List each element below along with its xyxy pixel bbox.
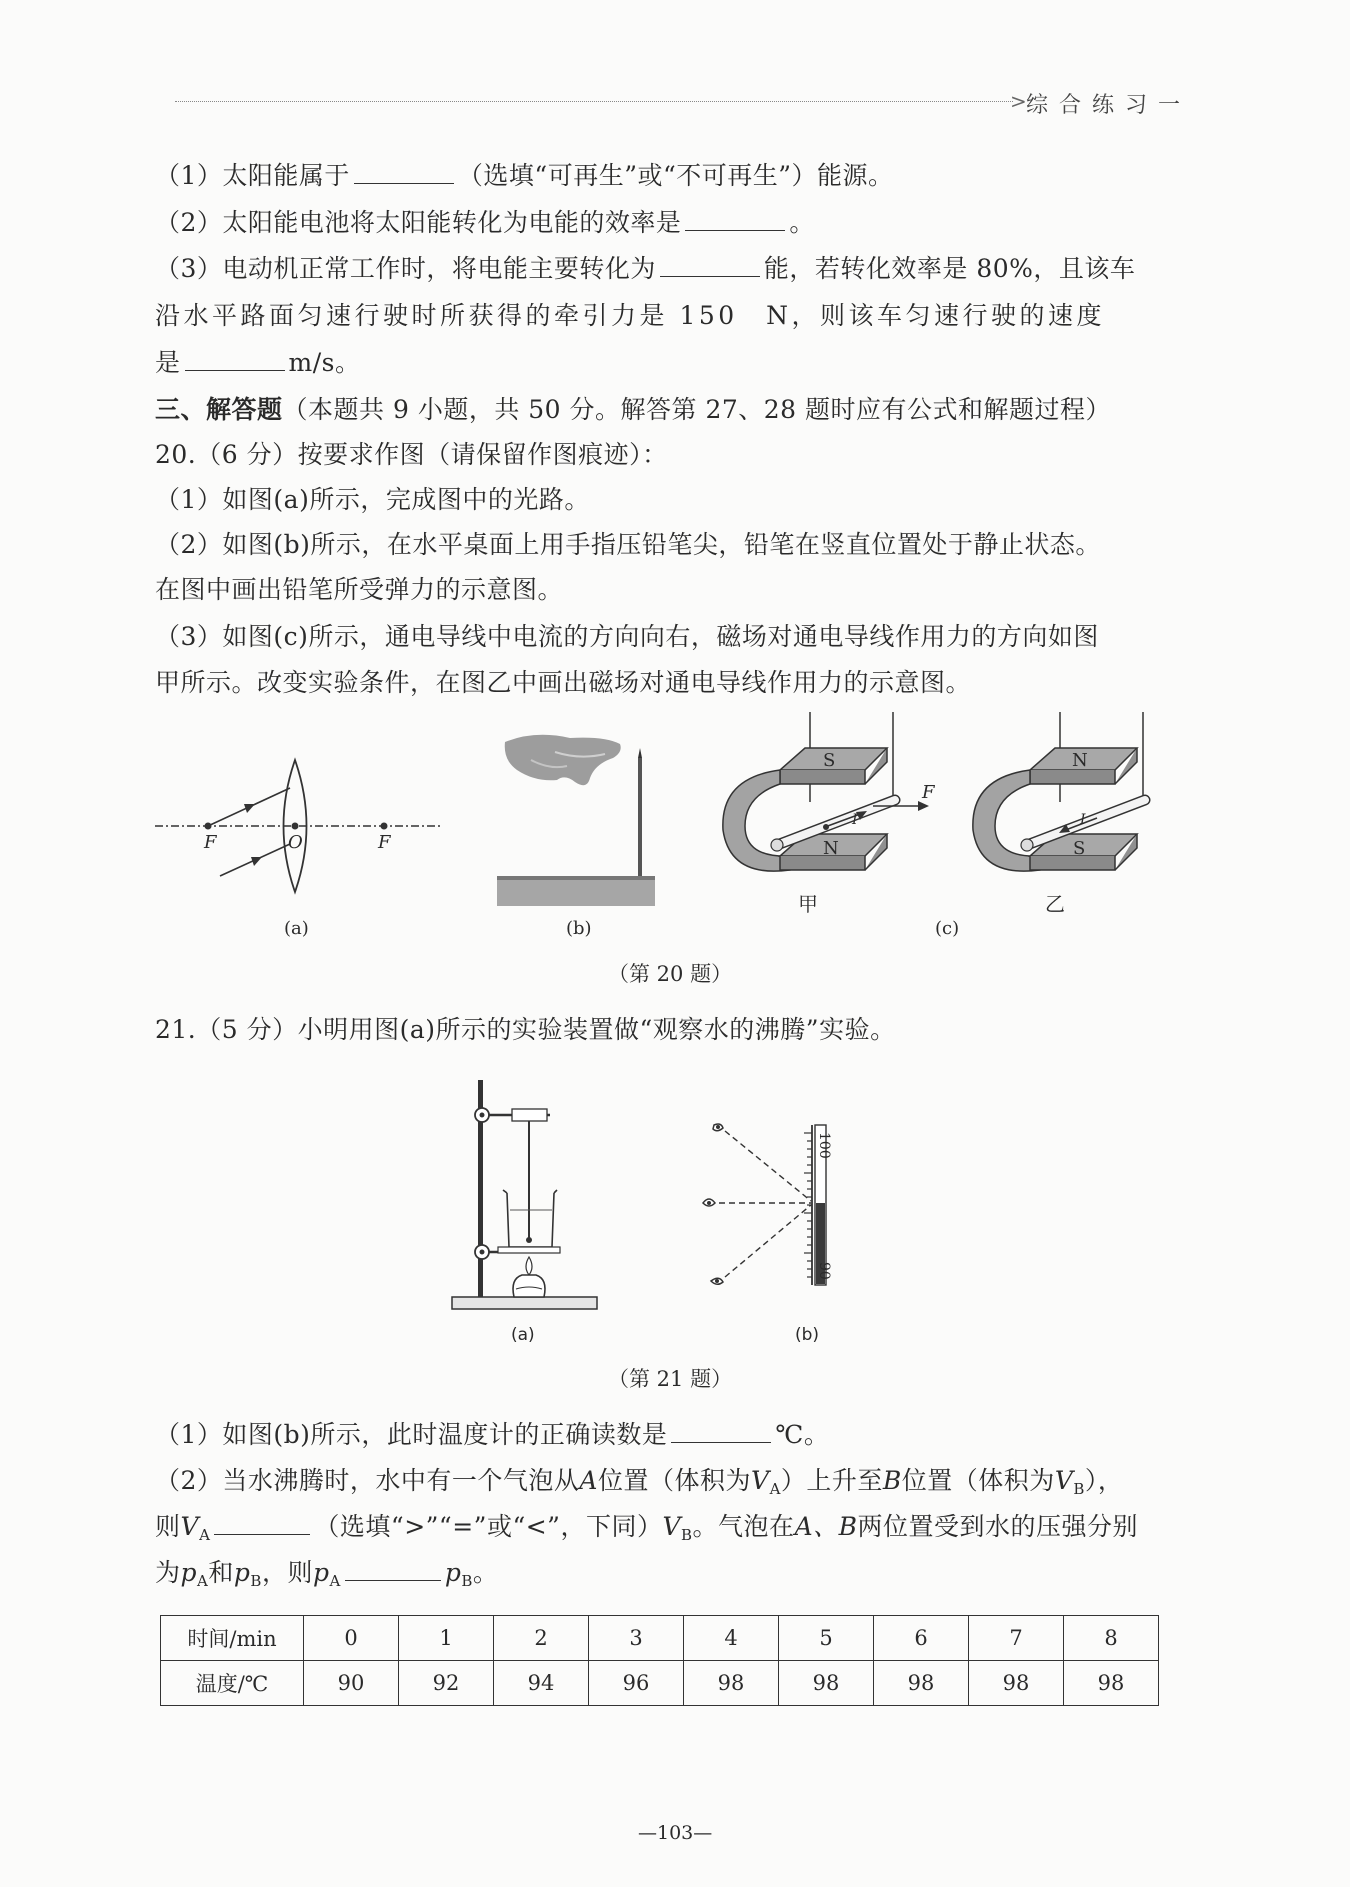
table-cell: 96	[589, 1661, 684, 1706]
figure-c-label: (c)	[935, 918, 960, 939]
q21-sub2-end: 为$p_A$和$p_B$，则$p_A$ $p_B$。	[155, 1558, 499, 1590]
answer-blank[interactable]	[214, 1510, 310, 1535]
answer-blank[interactable]	[185, 346, 285, 371]
q21-stem: 21.（5 分）小明用图(a)所示的实验装置做“观察水的沸腾”实验。	[155, 1015, 896, 1044]
yi-pole-top: N	[1072, 750, 1088, 771]
q20-stem: 20.（6 分）按要求作图（请保留作图痕迹）：	[155, 440, 668, 469]
q19-part3-end: 是 m/s。	[155, 348, 361, 377]
table-cell: 5	[779, 1616, 874, 1661]
jia-pole-bottom: N	[823, 838, 839, 859]
header-arrow: >	[1010, 89, 1027, 113]
figure-a-label: (a)	[284, 918, 309, 939]
q20-sub3-cont: 甲所示。改变实验条件，在图乙中画出磁场对通电导线作用力的示意图。	[155, 668, 972, 697]
table-cell: 98	[779, 1661, 874, 1706]
q21-caption: （第 21 题）	[608, 1367, 733, 1391]
table-header-temp: 温度/℃	[161, 1661, 304, 1706]
section-heading: 三、解答题（本题共 9 小题，共 50 分。解答第 27、28 题时应有公式和解题过程）	[155, 395, 1112, 424]
answer-blank[interactable]	[345, 1556, 441, 1581]
pencil-diagram	[495, 730, 675, 910]
table-cell: 3	[589, 1616, 684, 1661]
table-cell: 98	[1064, 1661, 1159, 1706]
jia-current-label: I	[852, 812, 858, 828]
scale-top-label: 100	[816, 1132, 832, 1159]
answer-blank[interactable]	[671, 1418, 771, 1443]
table-cell: 98	[969, 1661, 1064, 1706]
magnet-diagram-jia	[715, 710, 955, 910]
q20-sub1: （1）如图(a)所示，完成图中的光路。	[155, 485, 590, 514]
table-cell: 7	[969, 1616, 1064, 1661]
yi-label: 乙	[1045, 892, 1065, 916]
table-header-time: 时间/min	[161, 1616, 304, 1661]
figure-21b-label: (b)	[795, 1325, 820, 1345]
q19-part3-cont: 沿水平路面匀速行驶时所获得的牵引力是 150 N，则该车匀速行驶的速度	[155, 301, 1106, 330]
figure-21a-label: (a)	[511, 1325, 535, 1345]
q19-part2: （2）太阳能电池将太阳能转化为电能的效率是 。	[155, 208, 815, 237]
jia-label: 甲	[798, 892, 818, 916]
table-cell: 2	[494, 1616, 589, 1661]
q21-sub2: （2）当水沸腾时，水中有一个气泡从A位置（体积为$V_A$）上升至B位置（体积为$V_B$），	[155, 1466, 1124, 1498]
q20-sub3: （3）如图(c)所示，通电导线中电流的方向向右，磁场对通电导线作用力的方向如图	[155, 622, 1099, 651]
figure-b-label: (b)	[566, 918, 592, 939]
table-cell: 0	[304, 1616, 399, 1661]
answer-blank[interactable]	[354, 159, 454, 184]
temperature-table	[160, 1615, 1159, 1706]
q20-sub2-cont: 在图中画出铅笔所受弹力的示意图。	[155, 575, 564, 604]
answer-blank[interactable]	[660, 252, 760, 277]
q20-caption: （第 20 题）	[608, 962, 733, 986]
q21-sub1: （1）如图(b)所示，此时温度计的正确读数是 ℃。	[155, 1420, 830, 1449]
table-cell: 92	[399, 1661, 494, 1706]
scale-bottom-label: 90	[816, 1262, 832, 1280]
table-cell: 98	[684, 1661, 779, 1706]
yi-pole-bottom: S	[1073, 838, 1086, 859]
table-cell: 4	[684, 1616, 779, 1661]
table-cell: 90	[304, 1661, 399, 1706]
lens-focus-right: F	[378, 832, 391, 853]
jia-pole-top: S	[823, 750, 836, 771]
magnet-diagram-yi	[965, 710, 1205, 910]
q21-sub2-cont: 则$V_A$ （选填“>”“=”或“<”，下同）$V_B$。气泡在A、B两位置受到水的压强分别	[155, 1512, 1139, 1544]
table-row	[161, 1616, 1159, 1661]
answer-blank[interactable]	[685, 206, 785, 231]
table-row	[161, 1661, 1159, 1706]
q20-sub2: （2）如图(b)所示，在水平桌面上用手指压铅笔尖，铅笔在竖直位置处于静止状态。	[155, 530, 1101, 559]
lens-focus-left: F	[204, 832, 217, 853]
yi-current-label: I	[1080, 812, 1086, 828]
table-cell: 98	[874, 1661, 969, 1706]
jia-force-label: F	[922, 782, 935, 803]
header-rule	[175, 101, 1013, 102]
table-cell: 8	[1064, 1616, 1159, 1661]
page-number: —103—	[638, 1822, 713, 1844]
q19-part3: （3）电动机正常工作时，将电能主要转化为 能，若转化效率是 80%，且该车	[155, 254, 1136, 283]
table-cell: 1	[399, 1616, 494, 1661]
thermometer-reading-diagram	[695, 1115, 875, 1315]
running-title: 综 合 练 习 一	[1026, 93, 1182, 118]
table-cell: 6	[874, 1616, 969, 1661]
lens-center: O	[288, 832, 303, 853]
boiling-apparatus	[450, 1075, 600, 1315]
table-cell: 94	[494, 1661, 589, 1706]
q19-part1: （1）太阳能属于 （选填“可再生”或“不可再生”）能源。	[155, 161, 894, 190]
